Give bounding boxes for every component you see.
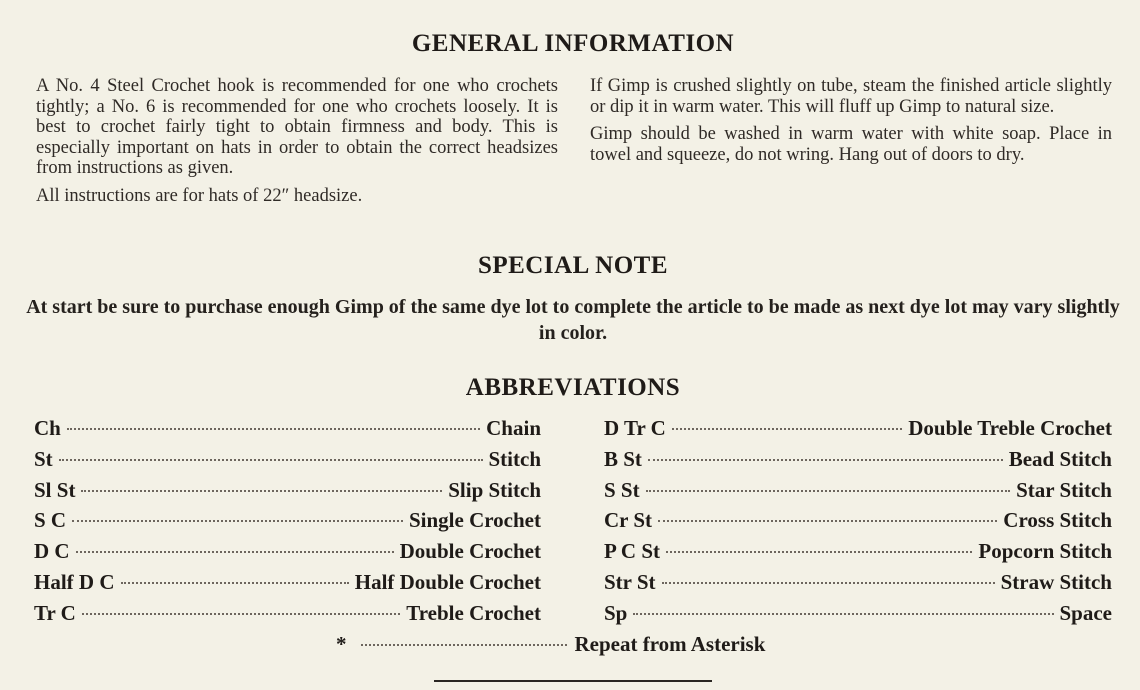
abbreviation-row <box>34 416 541 447</box>
general-info-right-column <box>590 76 1112 172</box>
dot-leader <box>672 428 902 430</box>
abbreviation-row <box>604 447 1112 478</box>
abbreviation-meaning: Chain <box>486 416 541 440</box>
abbreviation-row <box>34 601 541 632</box>
abbreviations-right-list <box>604 416 1112 632</box>
abbreviation-row <box>34 508 541 539</box>
abbreviation-term: P C St <box>604 539 661 564</box>
abbreviation-term: Tr C <box>34 600 76 625</box>
abbreviation-term: Ch <box>34 416 61 440</box>
dot-leader <box>646 490 1011 492</box>
abbreviation-meaning: Single Crochet <box>408 508 541 533</box>
abbreviation-term: D Tr C <box>604 416 666 440</box>
asterisk-symbol: * <box>336 632 347 656</box>
abbreviation-row <box>34 570 541 601</box>
dot-leader <box>67 428 480 430</box>
bottom-rule-divider <box>434 680 712 682</box>
abbreviation-row <box>34 478 541 509</box>
dot-leader <box>76 551 394 553</box>
abbreviation-row <box>604 416 1112 447</box>
abbreviation-meaning: Treble Crochet <box>406 600 541 625</box>
hook-recommendation-paragraph: A No. 4 Steel Crochet hook is recommended for one who crochets tightly; a No. 6 is recommended for one who crochets loosely. It is best to crochet fairly tight to obtain firmness and body. This is especially important on hats in order to obtain the correct headsizes from instructions as given. <box>36 76 558 178</box>
abbreviation-meaning: Straw Stitch <box>1000 569 1112 594</box>
abbreviation-term: S St <box>604 477 640 502</box>
dot-leader <box>666 551 972 553</box>
abbreviation-meaning: Double Treble Crochet <box>908 416 1112 440</box>
abbreviation-term: Half D C <box>34 569 115 594</box>
abbreviation-term: Sl St <box>34 477 76 502</box>
dot-leader <box>72 520 403 522</box>
dot-leader <box>361 644 567 646</box>
abbreviation-term: B St <box>604 446 642 471</box>
dot-leader <box>59 459 483 461</box>
general-information-heading: GENERAL INFORMATION <box>411 30 735 57</box>
abbreviation-term: Sp <box>604 600 628 625</box>
abbreviation-term: Str St <box>604 569 656 594</box>
abbreviation-row <box>604 539 1112 570</box>
abbreviation-meaning: Repeat from Asterisk <box>574 632 766 656</box>
headsize-paragraph: All instructions are for hats of 22″ headsize. <box>36 185 363 206</box>
dot-leader <box>633 613 1053 615</box>
dot-leader <box>121 582 349 584</box>
abbreviation-meaning: Stitch <box>488 446 541 471</box>
general-info-left-column <box>36 76 558 213</box>
abbreviation-row <box>34 447 541 478</box>
dot-leader <box>648 459 1003 461</box>
abbreviation-term: St <box>34 446 53 471</box>
abbreviation-meaning: Double Crochet <box>399 539 541 564</box>
abbreviation-meaning: Popcorn Stitch <box>978 539 1112 564</box>
abbreviation-row <box>34 539 541 570</box>
abbreviation-row <box>604 601 1112 632</box>
abbreviation-row <box>604 478 1112 509</box>
abbreviations-heading: ABBREVIATIONS <box>465 374 681 401</box>
abbreviation-meaning: Cross Stitch <box>1003 508 1112 533</box>
dot-leader <box>658 520 997 522</box>
gimp-steam-paragraph: If Gimp is crushed slightly on tube, steam the finished article slightly or dip it in warm water. This will fluff up Gimp to natural size. <box>590 76 1112 117</box>
abbreviation-term: S C <box>34 508 67 533</box>
dot-leader <box>81 490 442 492</box>
abbreviation-meaning: Bead Stitch <box>1008 446 1112 471</box>
abbreviation-row <box>604 508 1112 539</box>
abbreviation-meaning: Star Stitch <box>1016 477 1112 502</box>
abbreviation-meaning: Space <box>1059 600 1112 625</box>
abbreviation-term: D C <box>34 539 70 564</box>
abbreviation-meaning: Half Double Crochet <box>354 569 541 594</box>
abbreviations-left-list <box>34 416 541 632</box>
gimp-washing-paragraph: Gimp should be washed in warm water with white soap. Place in towel and squeeze, do not wring. Hang out of doors to dry. <box>590 124 1112 165</box>
abbreviation-row <box>604 570 1112 601</box>
abbreviation-meaning: Slip Stitch <box>448 477 541 502</box>
special-note-text: At start be sure to purchase enough Gimp of the same dye lot to complete the article to be made as next dye lot may vary slightly in color. <box>26 296 1120 344</box>
dot-leader <box>662 582 995 584</box>
special-note-heading: SPECIAL NOTE <box>477 252 669 279</box>
repeat-abbreviation-row <box>336 632 806 657</box>
dot-leader <box>82 613 400 615</box>
abbreviation-term: Cr St <box>604 508 653 533</box>
